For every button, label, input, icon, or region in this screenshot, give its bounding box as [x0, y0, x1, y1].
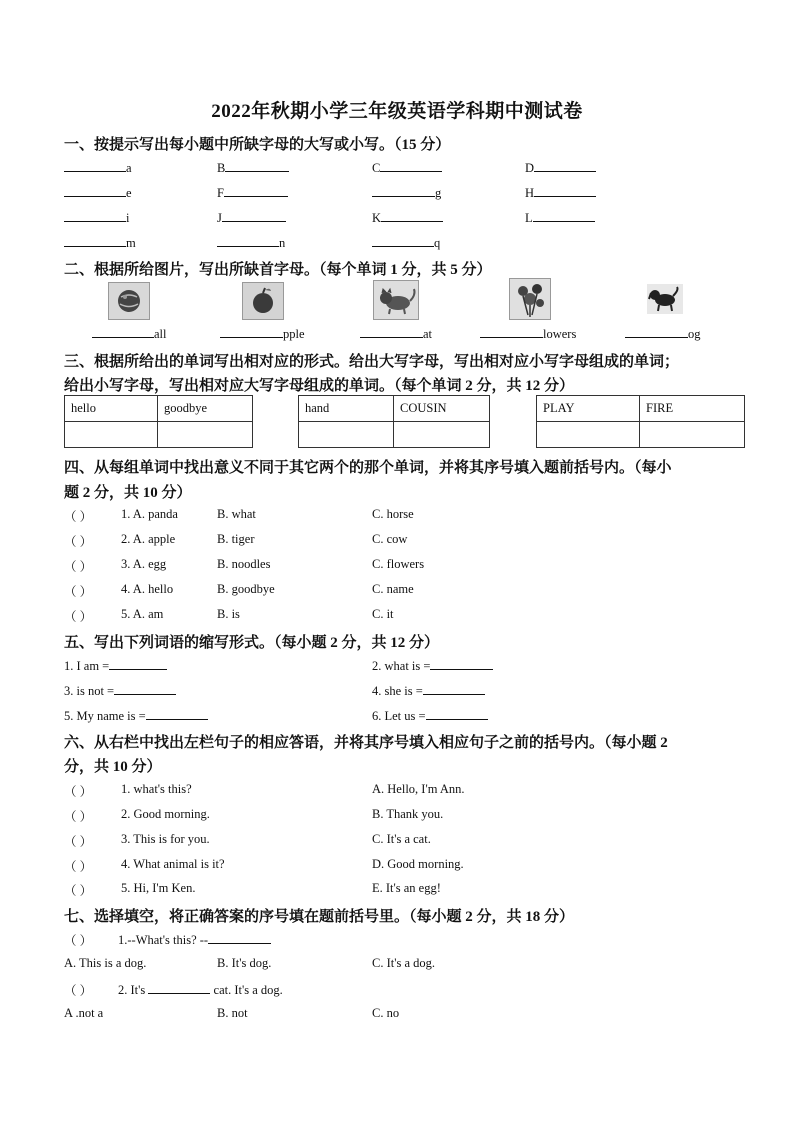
s4-q3-c: C. flowers: [372, 557, 425, 571]
s1-item-15[interactable]: q: [372, 234, 440, 251]
s4-q2-b: B. tiger: [217, 532, 255, 546]
s4-q5-a: 5. A. am: [121, 607, 164, 621]
s1-item-3[interactable]: C: [372, 159, 442, 176]
section3-heading-line1: 三、根据所给出的单词写出相对应的形式。给出大写字母，写出相对应小写字母组成的单词；: [64, 354, 680, 370]
s7-q2-option-b[interactable]: B. not: [217, 1006, 248, 1020]
s5-item-5[interactable]: 5. My name is =: [64, 707, 208, 724]
s1-item-2[interactable]: B: [217, 159, 289, 176]
s6-paren-3[interactable]: （ ）: [64, 835, 93, 849]
page-title: 2022年秋期小学三年级英语学科期中测试卷: [211, 101, 583, 122]
s6-left-2: 2. Good morning.: [121, 807, 210, 821]
s1-item-11[interactable]: K: [372, 209, 443, 226]
word-table-1: [64, 395, 253, 448]
s6-right-3: C. It's a cat.: [372, 832, 431, 846]
s6-paren-4[interactable]: （ ）: [64, 860, 93, 874]
s7-q1-option-c[interactable]: C. It's a dog.: [372, 956, 436, 970]
s1-item-12[interactable]: L: [525, 209, 595, 226]
answer-cell[interactable]: [537, 422, 640, 448]
cat-icon: [373, 280, 419, 320]
apple-icon: [242, 282, 284, 320]
s7-paren-2[interactable]: （ ）: [64, 984, 93, 998]
s4-paren-2[interactable]: （ ）: [64, 535, 93, 549]
s4-q5-c: C. it: [372, 607, 394, 621]
s4-q1-a: 1. A. panda: [121, 507, 178, 521]
s6-left-3: 3. This is for you.: [121, 832, 210, 846]
s1-item-8[interactable]: H: [525, 184, 596, 201]
word-table-3: [536, 395, 745, 448]
s4-q4-c: C. name: [372, 582, 414, 596]
s2-item-4[interactable]: lowers: [480, 325, 576, 342]
s4-q4-b: B. goodbye: [217, 582, 275, 596]
section5-heading: 五、写出下列词语的缩写形式。（每小题 2 分，共 12 分）: [64, 635, 440, 651]
ball-icon: [108, 282, 150, 320]
s7-q2-option-c[interactable]: C. no: [372, 1006, 400, 1020]
s1-item-9[interactable]: i: [64, 209, 129, 226]
s4-q3-b: B. noodles: [217, 557, 271, 571]
s1-item-4[interactable]: D: [525, 159, 596, 176]
s4-q2-a: 2. A. apple: [121, 532, 176, 546]
s5-item-4[interactable]: 4. she is =: [372, 682, 485, 699]
section7-heading: 七、选择填空，将正确答案的序号填在题前括号里。（每小题 2 分，共 18 分）: [64, 909, 575, 925]
section4-heading-line1: 四、从每组单词中找出意义不同于其它两个的那个单词，并将其序号填入题前括号内。（每小: [64, 460, 672, 476]
word-table-2: [298, 395, 490, 448]
word-cell: COUSIN: [394, 396, 490, 422]
s7-paren-1[interactable]: （ ）: [64, 934, 93, 948]
s1-item-1[interactable]: a: [64, 159, 132, 176]
s4-q1-c: C. horse: [372, 507, 414, 521]
answer-cell[interactable]: [65, 422, 158, 448]
s1-item-10[interactable]: J: [217, 209, 286, 226]
s6-paren-1[interactable]: （ ）: [64, 785, 93, 799]
s1-item-5[interactable]: e: [64, 184, 132, 201]
s6-right-5: E. It's an egg!: [372, 881, 441, 895]
word-cell: hello: [65, 396, 158, 422]
s6-right-1: A. Hello, I'm Ann.: [372, 782, 465, 796]
answer-cell[interactable]: [299, 422, 394, 448]
s5-item-2[interactable]: 2. what is =: [372, 657, 493, 674]
s5-item-3[interactable]: 3. is not =: [64, 682, 176, 699]
s2-item-2[interactable]: pple: [220, 325, 305, 342]
s1-item-6[interactable]: F: [217, 184, 288, 201]
s6-left-1: 1. what's this?: [121, 782, 192, 796]
answer-cell[interactable]: [394, 422, 490, 448]
s5-item-1[interactable]: 1. I am =: [64, 657, 167, 674]
s4-q5-b: B. is: [217, 607, 240, 621]
s4-paren-5[interactable]: （ ）: [64, 610, 93, 624]
word-cell: FIRE: [640, 396, 745, 422]
word-cell: goodbye: [158, 396, 253, 422]
section6-heading-line2: 分，共 10 分）: [64, 759, 162, 775]
s4-paren-3[interactable]: （ ）: [64, 560, 93, 574]
s6-left-5: 5. Hi, I'm Ken.: [121, 881, 196, 895]
section1-heading: 一、按提示写出每小题中所缺字母的大写或小写。（15 分）: [64, 137, 451, 153]
s2-item-1[interactable]: all: [92, 325, 167, 342]
flowers-icon: [509, 278, 551, 320]
answer-cell[interactable]: [158, 422, 253, 448]
s1-item-14[interactable]: n: [217, 234, 285, 251]
s7-q2-option-a[interactable]: A .not a: [64, 1006, 104, 1020]
s6-paren-2[interactable]: （ ）: [64, 810, 93, 824]
s7-q1-stem: 1.--What's this? --: [118, 931, 271, 948]
section6-heading-line1: 六、从右栏中找出左栏句子的相应答语，并将其序号填入相应句子之前的括号内。（每小题 2: [64, 735, 668, 751]
s5-item-6[interactable]: 6. Let us =: [372, 707, 488, 724]
answer-cell[interactable]: [640, 422, 745, 448]
dog-icon: [647, 284, 683, 314]
s4-paren-1[interactable]: （ ）: [64, 510, 93, 524]
s7-q1-option-a[interactable]: A. This is a dog.: [64, 956, 147, 970]
s7-q1-option-b[interactable]: B. It's dog.: [217, 956, 272, 970]
s4-q4-a: 4. A. hello: [121, 582, 174, 596]
word-cell: PLAY: [537, 396, 640, 422]
s2-item-3[interactable]: at: [360, 325, 432, 342]
s4-paren-4[interactable]: （ ）: [64, 585, 93, 599]
s6-right-2: B. Thank you.: [372, 807, 444, 821]
s6-left-4: 4. What animal is it?: [121, 857, 225, 871]
s4-q2-c: C. cow: [372, 532, 408, 546]
section3-heading-line2: 给出小写字母，写出相对应大写字母组成的单词。（每个单词 2 分，共 12 分）: [64, 378, 575, 394]
s2-item-5[interactable]: og: [625, 325, 701, 342]
s4-q1-b: B. what: [217, 507, 256, 521]
s6-paren-5[interactable]: （ ）: [64, 884, 93, 898]
s4-q3-a: 3. A. egg: [121, 557, 167, 571]
section2-heading: 二、根据所给图片，写出所缺首字母。（每个单词 1 分，共 5 分）: [64, 262, 492, 278]
section4-heading-line2: 题 2 分，共 10 分）: [64, 485, 192, 501]
s7-q2-stem: 2. It's cat. It's a dog.: [118, 983, 283, 997]
s1-item-7[interactable]: g: [372, 184, 441, 201]
word-cell: hand: [299, 396, 394, 422]
s1-item-13[interactable]: m: [64, 234, 136, 251]
s6-right-4: D. Good morning.: [372, 857, 464, 871]
